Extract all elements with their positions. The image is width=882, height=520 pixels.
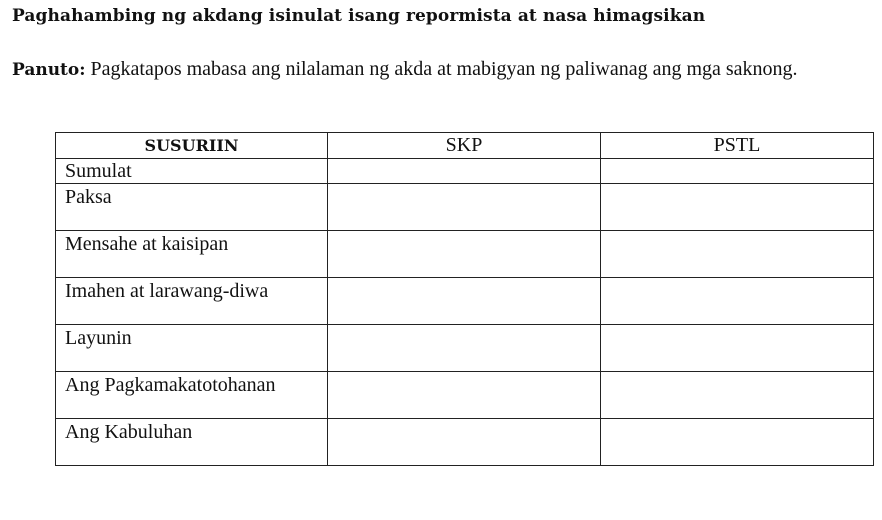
table-row [56,278,874,325]
skp-cell[interactable] [328,419,601,466]
row-label: Layunin [56,325,328,372]
skp-cell[interactable] [328,372,601,419]
table-row [56,231,874,278]
header-skp: SKP [328,133,601,159]
row-label: Ang Pagkamakatotohanan [56,372,328,419]
skp-cell[interactable] [328,231,601,278]
row-label: Mensahe at kaisipan [56,231,328,278]
skp-cell[interactable] [328,184,601,231]
header-pstl: PSTL [601,133,874,159]
instructions-text: Pagkatapos mabasa ang nilalaman ng akda at mabigyan ng paliwanag ang mga saknong. [85,58,798,80]
row-label: Sumulat [56,159,328,184]
header-susuriin: SUSURIIN [56,133,328,159]
skp-cell[interactable] [328,159,601,184]
instructions-label: Panuto: [12,60,86,80]
pstl-cell[interactable] [601,325,874,372]
pstl-cell[interactable] [601,184,874,231]
skp-cell[interactable] [328,278,601,325]
row-label: Paksa [56,184,328,231]
pstl-cell[interactable] [601,231,874,278]
table-header-row [56,133,874,159]
row-label: Ang Kabuluhan [56,419,328,466]
worksheet-title: Paghahambing ng akdang isinulat isang repormista at nasa himagsikan [12,6,706,26]
table-row [56,184,874,231]
table-row [56,325,874,372]
skp-cell[interactable] [328,325,601,372]
pstl-cell[interactable] [601,372,874,419]
pstl-cell[interactable] [601,419,874,466]
instructions [12,57,878,83]
table-row [56,372,874,419]
table-row [56,159,874,184]
comparison-table [55,132,874,466]
pstl-cell[interactable] [601,278,874,325]
table-row [56,419,874,466]
pstl-cell[interactable] [601,159,874,184]
row-label: Imahen at larawang-diwa [56,278,328,325]
